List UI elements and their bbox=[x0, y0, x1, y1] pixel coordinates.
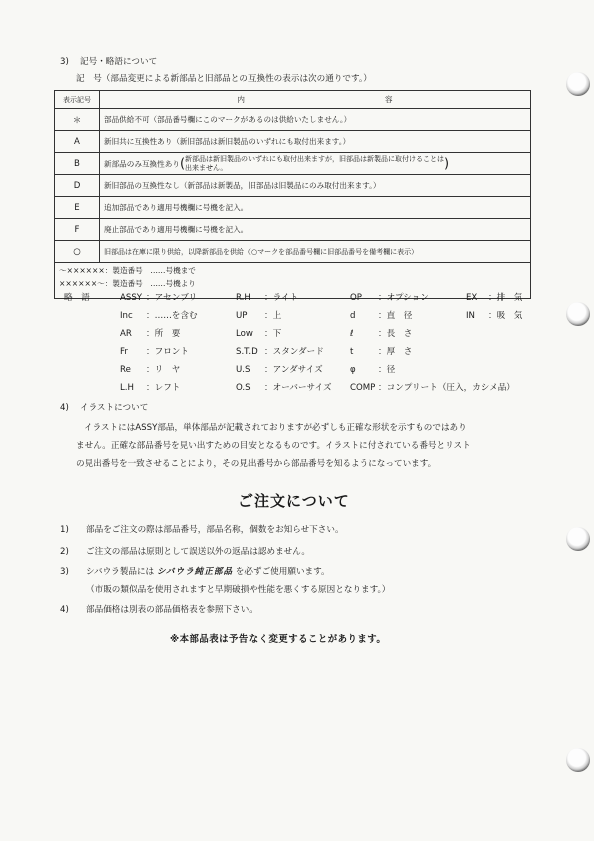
abbr-meaning: ：下 bbox=[264, 329, 282, 339]
abbreviations-label: 略 語 bbox=[64, 293, 90, 303]
binder-hole-4 bbox=[566, 748, 590, 772]
order-title: ご注文について bbox=[238, 492, 350, 510]
description-cell: 部品供給不可（部品番号欄にこのマークがあるのは供給いたしません。） bbox=[100, 109, 531, 131]
abbr-meaning: ：リ ヤ bbox=[146, 365, 181, 375]
abbr-meaning: ：アセンブリ bbox=[146, 293, 198, 303]
section4-line1: イラストにはASSY部品，単体部品が記載されておりますが必ずしも正確な形状を示すものではあり bbox=[84, 423, 467, 433]
abbr-code: EX bbox=[466, 293, 478, 303]
order-item-number: 3) bbox=[60, 567, 69, 577]
abbr-code: Inc bbox=[120, 311, 133, 321]
section4-number: 4) bbox=[60, 403, 69, 413]
abbr-code: φ bbox=[350, 365, 356, 375]
binder-hole-3 bbox=[566, 527, 590, 551]
abbr-code: t bbox=[350, 347, 354, 357]
binder-hole-2 bbox=[566, 302, 590, 326]
description-cell: 新旧共に互換性あり（新旧部品は新旧製品のいずれにも取付出来ます。） bbox=[100, 131, 531, 153]
table-row bbox=[55, 197, 531, 219]
abbr-code: COMP bbox=[350, 383, 376, 393]
abbr-meaning: ：所 要 bbox=[146, 329, 181, 339]
description-cell: 追加部品であり適用号機欄に号機を記入。 bbox=[100, 197, 531, 219]
genuine-parts-brand: シバウラ純正部品 bbox=[156, 567, 234, 577]
abbr-code: ASSY bbox=[120, 293, 143, 303]
abbr-code: AR bbox=[120, 329, 132, 339]
abbr-meaning: ：フロント bbox=[146, 347, 189, 357]
abbr-meaning: ：オプション bbox=[378, 293, 429, 303]
section4-heading: イラストについて bbox=[80, 403, 149, 413]
section3-number: 3) bbox=[60, 57, 69, 67]
symbol-cell: D bbox=[55, 175, 100, 197]
abbr-meaning: ：オーバーサイズ bbox=[264, 383, 332, 393]
abbr-meaning: ：アンダサイズ bbox=[264, 365, 323, 375]
description-cell: 旧部品は在庫に限り供給，以降新部品を供給（○マークを部品番号欄に旧部品番号を備考欄に表示） bbox=[100, 241, 531, 263]
table-row bbox=[55, 131, 531, 153]
abbr-code: Fr bbox=[120, 347, 128, 357]
symbol-cell: A bbox=[55, 131, 100, 153]
abbr-meaning: ：スタンダード bbox=[264, 347, 324, 357]
abbr-code: U.S bbox=[236, 365, 251, 375]
table-header-row bbox=[55, 91, 531, 109]
order-item-subtext: （市販の類似品を使用されますと早期破損や性能を悪くする原因となります。） bbox=[86, 585, 391, 595]
abbr-code: Re bbox=[120, 365, 131, 375]
binder-hole-1 bbox=[566, 72, 590, 96]
order-item-text: シバウラ製品には シバウラ純正部品 を必ずご使用願います。 bbox=[86, 567, 330, 577]
abbr-meaning: ：レフト bbox=[146, 383, 181, 393]
compatibility-table bbox=[54, 90, 531, 299]
order-item-text: 部品価格は別表の部品価格表を参照下さい。 bbox=[86, 605, 258, 615]
abbr-meaning: ：排 気 bbox=[488, 293, 523, 303]
symbol-cell: B bbox=[55, 153, 100, 175]
section3-heading: 記号・略語について bbox=[80, 57, 158, 67]
abbr-meaning: ：長 さ bbox=[378, 329, 413, 339]
order-item-number: 4) bbox=[60, 605, 69, 615]
abbr-code: OP bbox=[350, 293, 362, 303]
symbol-cell: ＊ bbox=[55, 109, 100, 131]
section3-subheading: 記 号（部品変更による新部品と旧部品との互換性の表示は次の通りです。） bbox=[76, 74, 372, 84]
abbr-code: R.H bbox=[236, 293, 251, 303]
description-cell: 新部品のみ互換性あり(新部品は新旧製品のいずれにも取付出来ますが，旧部品は新製品に取付けることは 出来ません。 ) bbox=[100, 153, 531, 175]
header-content: 内 容 bbox=[100, 91, 531, 109]
abbr-code: S.T.D bbox=[236, 347, 258, 357]
abbr-meaning: ：ライト bbox=[264, 293, 299, 303]
section4-line3: の見出番号を一致させることにより，その見出番号から部品番号を知るようになっています。 bbox=[76, 459, 437, 469]
change-notice: ※本部品表は予告なく変更することがあります。 bbox=[170, 634, 387, 645]
section4-line2: ません。正確な部品番号を見い出すための目安となるものです。イラストに付されている番号とリスト bbox=[76, 441, 471, 451]
abbr-code: ℓ bbox=[350, 329, 354, 339]
note-until: ～××××××：製造番号 ……号機まで bbox=[59, 266, 196, 275]
table-row bbox=[55, 153, 531, 175]
abbr-meaning: ：厚 さ bbox=[378, 347, 413, 357]
symbol-cell: F bbox=[55, 219, 100, 241]
abbr-code: Low bbox=[236, 329, 253, 339]
abbr-meaning: ：コンプリート（圧入，カシメ品） bbox=[378, 383, 515, 393]
order-item-number: 2) bbox=[60, 547, 69, 557]
abbr-meaning: ：上 bbox=[264, 311, 282, 321]
symbol-cell: ○ bbox=[55, 241, 100, 263]
abbr-code: O.S bbox=[236, 383, 251, 393]
abbr-meaning: ：径 bbox=[378, 365, 396, 375]
order-item-text: ご注文の部品は原則として誤送以外の返品は認めません。 bbox=[86, 547, 310, 557]
symbol-cell: E bbox=[55, 197, 100, 219]
table-row bbox=[55, 109, 531, 131]
abbr-code: d bbox=[350, 311, 356, 321]
abbr-code: UP bbox=[236, 311, 248, 321]
abbr-meaning: ：……を含む bbox=[146, 311, 198, 321]
table-row bbox=[55, 219, 531, 241]
table-row bbox=[55, 241, 531, 263]
header-symbol: 表示記号 bbox=[55, 91, 100, 109]
abbr-code: IN bbox=[466, 311, 475, 321]
abbr-meaning: ：直 径 bbox=[378, 311, 413, 321]
order-item-number: 1) bbox=[60, 525, 69, 535]
description-cell: 新旧部品の互換性なし（新部品は新製品，旧部品は旧製品にのみ取付出来ます。） bbox=[100, 175, 531, 197]
abbr-code: L.H bbox=[120, 383, 134, 393]
description-cell: 廃止部品であり適用号機欄に号機を記入。 bbox=[100, 219, 531, 241]
abbr-meaning: ：吸 気 bbox=[488, 311, 523, 321]
note-from: ××××××～：製造番号 ……号機より bbox=[59, 279, 196, 288]
table-row bbox=[55, 175, 531, 197]
order-item-text: 部品をご注文の際は部品番号，部品名称，個数をお知らせ下さい。 bbox=[86, 525, 344, 535]
